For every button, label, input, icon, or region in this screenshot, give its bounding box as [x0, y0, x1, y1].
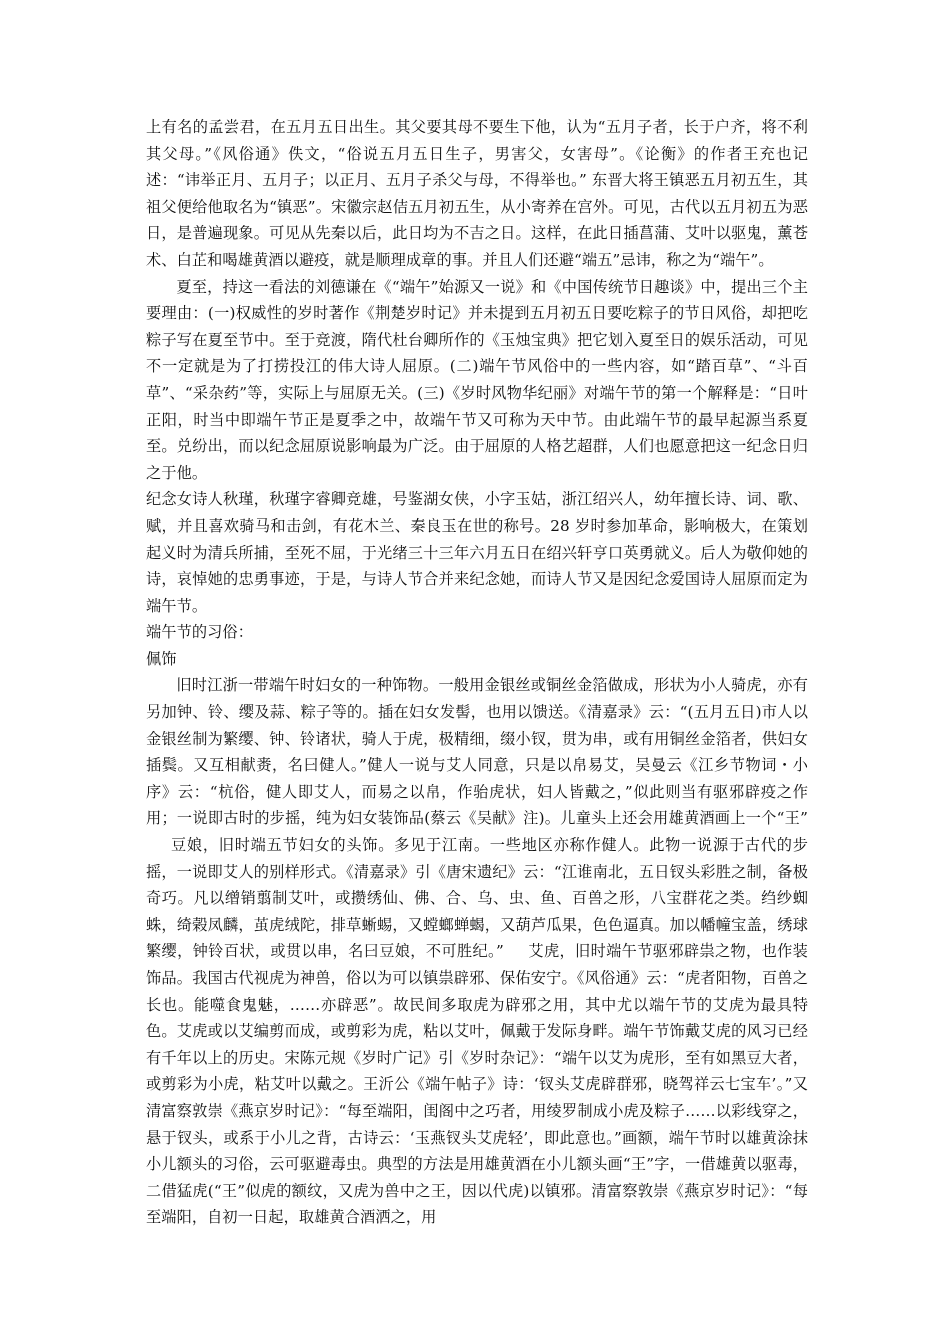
paragraph-ornaments-part-c: 艾虎，旧时端午节驱邪辟祟之物，也作装饰品。我国古代视虎为神兽，俗以为可以镇祟辟邪、保佑安宁。《风俗通》云：“虎者阳物，百兽之长也。能噬食鬼魅，……亦辟恶”。故民间多取虎为辟邪之用，其中尤以端午节的艾虎为最具特色。艾虎或以艾编剪而成，或剪彩为虎，粘以艾叶，佩戴于发际身畔。端午节饰戴艾虎的风习已经有千年以上的历史。宋陈元规《岁时广记》引《岁时杂记》：“端午以艾为虎形，至有如黑豆大者，或剪彩为小虎，粘艾叶以戴之。王沂公《端午帖子》诗：‘钗头艾虎辟群邪，晓驾祥云七宝车’。”又清富察敦崇《燕京岁时记》：“每至端阳，闺阁中之巧者，用绫罗制成小虎及粽子……以彩线穿之，悬于钗头，或系于小儿之背，古诗云：‘玉燕钗头艾虎轻’，即此意也。”画额，端午节时以雄黄涂抹小儿额头的习俗，云可驱避毒虫。典型的方法是用雄黄酒在小儿额头画“王”字，一借雄黄以驱毒，二借猛虎(“王”似虎的额纹，又虎为兽中之王，因以代虎)以镇邪。清富察敦崇《燕京岁时记》：“每至端阳，自初一日起，取雄黄合酒洒之，用	[146, 942, 808, 1227]
paragraph-birth-taboo: 上有名的孟尝君，在五月五日出生。其父要其母不要生下他，认为“五月子者，长于户齐，将不利其父母。”《风俗通》佚文，“俗说五月五日生子，男害父，女害母”。《论衡》的作者王充也记述：“讳举正月、五月子；以正月、五月子杀父与母，不得举也。” 东晋大将王镇恶五月初五生，其祖父便给他取名为“镇恶”。宋徽宗赵佶五月初五生，从小寄养在宫外。可见，古代以五月初五为恶日，是普遍现象。可见从先秦以后，此日均为不吉之日。这样，在此日插菖蒲、艾叶以驱鬼，薰苍术、白芷和喝雄黄酒以避疫，就是顺理成章的事。并且人们还避“端五”忌讳，称之为“端午”。	[146, 118, 808, 269]
paragraph-ornaments-part-a: 旧时江浙一带端午时妇女的一种饰物。一般用金银丝或铜丝金箔做成，形状为小人骑虎，亦有另加钟、铃、缨及蒜、粽子等的。插在妇女发髻，也用以馈送。《清嘉录》云：“(五月五日)市人以金银丝制为繁缨、钟、铃诸状，骑人于虎，极精细，缀小钗，贯为串，或有用铜丝金箔者，供妇女插鬓。又互相献赉，名曰健人。”健人一说与艾人同意，只是以帛易艾，吴曼云《江乡节物词・小序》云：“杭俗，健人即艾人，而易之以帛，作骀虎状，妇人皆戴之，”似此则当有驱邪辟疫之作用；一说即古时的步摇，纯为妇女装饰品(蔡云《吴献》注)。儿童头上还会用雄黄酒画上一个“王”	[146, 676, 808, 828]
paragraph-summer-solstice: 夏至，持这一看法的刘德谦在《“端午”始源又一说》和《中国传统节日趣谈》中，提出三个主要理由：(一)权威性的岁时著作《荆楚岁时记》并未提到五月初五日要吃粽子的节日风俗，却把吃粽子写在夏至节中。至于竞渡，隋代杜台卿所作的《玉烛宝典》把它划入夏至日的娱乐活动，可见不一定就是为了打捞投江的伟大诗人屈原。(二)端午节风俗中的一些内容，如“踏百草”、“斗百草”、“采杂药”等，实际上与屈原无关。(三)《岁时风物华纪丽》对端午节的第一个解释是：“日叶正阳，时当中即端午节正是夏季之中，故端午节又可称为天中节。由此端午节的最早起源当系夏至。兑纷出，而以纪念屈原说影响最为广泛。由于屈原的人格艺超群，人们也愿意把这一纪念日归之于他。	[146, 277, 808, 482]
paragraph-ornaments-part-b: 豆娘，旧时端五节妇女的头饰。多见于江南。一些地区亦称作健人。此物一说源于古代的步摇，一说即艾人的别样形式。《清嘉录》引《唐宋遗纪》云：“江谁南北，五日钗头彩胜之制，备极奇巧。凡以缯销翦制艾叶，或攒绣仙、佛、合、乌、虫、鱼、百兽之形，八宝群花之类。绉纱蜘蛛，绮榖凤麟，茧虎绒陀，排草蜥蜴，又螳螂蝉蝎，又葫芦瓜果，色色逼真。加以幡幢宝盖，绣球繁缨，钟铃百状，或贯以串，名曰豆娘，不可胜纪。”	[146, 836, 808, 961]
heading-customs: 端午节的习俗：	[146, 623, 254, 642]
heading-ornaments: 佩饰	[146, 649, 177, 668]
paragraph-qiu-jin: 纪念女诗人秋瑾，秋瑾字睿卿竞雄，号鉴湖女侠，小字玉姑，浙江绍兴人，幼年擅长诗、词、歌、赋，并且喜欢骑马和击剑，有花木兰、秦良玉在世的称号。28 岁时参加革命，影响极大，在策划起义时为清兵所捕，至死不屈，于光绪三十三年六月五日在绍兴轩亨口英勇就义。后人为敬仰她的诗，哀悼她的忠勇事迹，于是，与诗人节合并来纪念她，而诗人节又是因纪念爱国诗人屈原而定为端午节。	[146, 490, 808, 615]
paragraph-ornaments	[146, 672, 808, 1230]
document-page	[146, 114, 808, 1231]
